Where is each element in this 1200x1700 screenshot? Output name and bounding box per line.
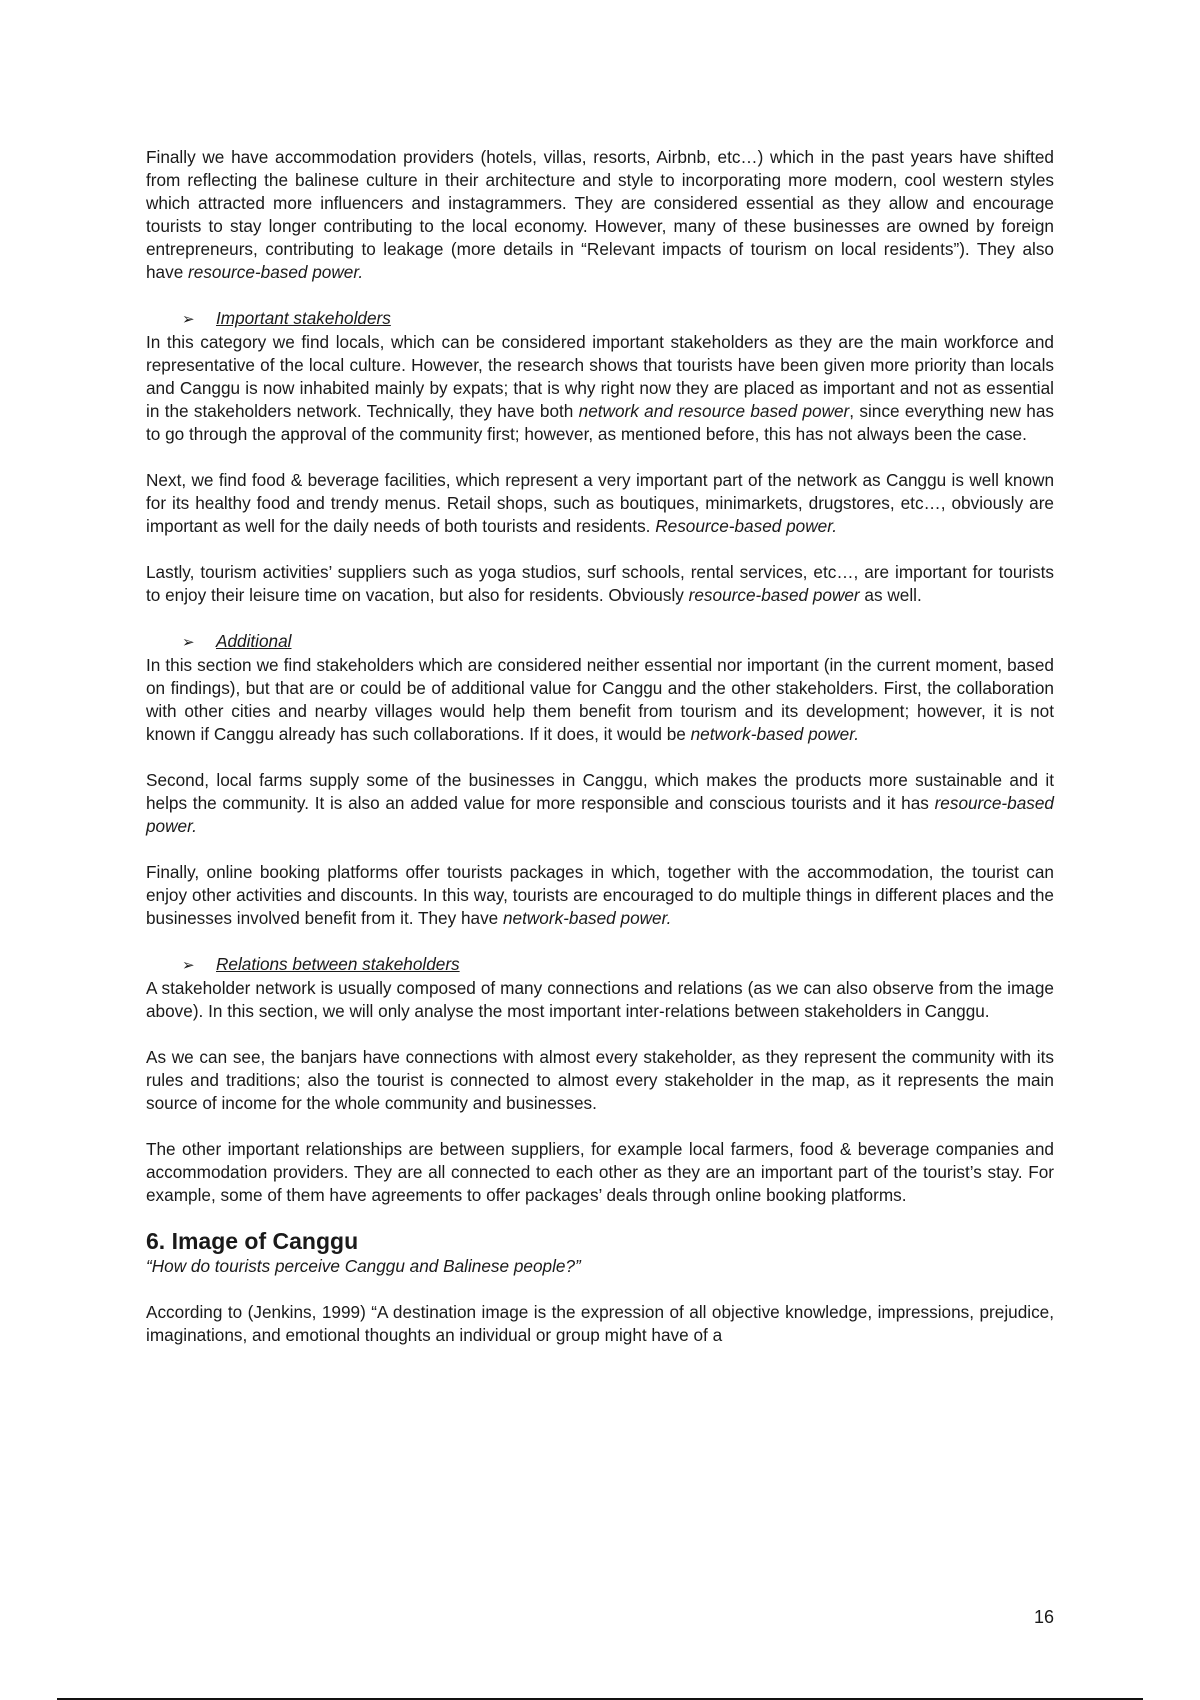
arrow-bullet-icon: ➢ [182, 311, 195, 328]
paragraph-food-beverage: Next, we find food & beverage facilities, which represent a very important part of the network as Canggu is well known for its healthy food and trendy menus. Retail shops, such as boutiques, minimarkets, drugstores, etc…, obviously are important as well for the daily needs of both tourists and residents. Resource-based power. [146, 470, 1054, 536]
paragraph-locals: In this category we find locals, which can be considered important stakeholders as they are the main workforce and representative of the local culture. However, the research shows that tourists have been given more priority than locals and Canggu is now inhabited mainly by expats; that is why right now they are placed as important and not as essential in the stakeholders network. Technically, they have both network and resource based power, since everything new has to go through the approval of the community first; however, as mentioned before, this has not always been the case. [146, 332, 1054, 444]
paragraph-activities: Lastly, tourism activities’ suppliers such as yoga studios, surf schools, rental services, etc…, are important for tourists to enjoy their leisure time on vacation, but also for residents. Obviously resource-based power as well. [146, 562, 1054, 605]
paragraph-accommodation: Finally we have accommodation providers (hotels, villas, resorts, Airbnb, etc…) which in the past years have shifted from reflecting the balinese culture in their architecture and style to incorporating more modern, cool western styles which attracted more influencers and instagrammers. They are considered essential as they allow and encourage tourists to stay longer contributing to the local economy. However, many of these businesses are owned by foreign entrepreneurs, contributing to leakage (more details in “Relevant impacts of tourism on local residents”). They also have resource-based power. [146, 147, 1054, 282]
section-title: Additional [216, 631, 292, 651]
section-title: Relations between stakeholders [216, 954, 460, 974]
arrow-bullet-icon: ➢ [182, 634, 195, 651]
section-additional [146, 630, 1054, 654]
paragraph-additional: In this section we find stakeholders which are considered neither essential nor important (in the current moment, based on findings), but that are or could be of additional value for Canggu and the other stakeholders. First, the collaboration with other cities and nearby villages would help them benefit from tourism and its development; however, it is not known if Canggu already has such collaborations. If it does, it would be network-based power. [146, 655, 1054, 744]
paragraph-booking-platforms: Finally, online booking platforms offer tourists packages in which, together with the accommodation, the tourist can enjoy other activities and discounts. In this way, tourists are encouraged to do multiple things in different places and the businesses involved benefit from it. They have network-based power. [146, 862, 1054, 928]
section-relations [146, 953, 1054, 977]
arrow-bullet-icon: ➢ [182, 957, 195, 974]
page-number: 16 [1033, 1607, 1054, 1627]
paragraph-network: A stakeholder network is usually composed of many connections and relations (as we can also observe from the image above). In this section, we will only analyse the most important inter-relations between stakeholders in Canggu. [146, 978, 1054, 1021]
paragraph-banjars: As we can see, the banjars have connections with almost every stakeholder, as they represent the community with its rules and traditions; also the tourist is connected to almost every stakeholder in the map, as it represents the main source of income for the whole community and businesses. [146, 1047, 1054, 1113]
paragraph-local-farms: Second, local farms supply some of the businesses in Canggu, which makes the products more sustainable and it helps the community. It is also an added value for more responsible and conscious tourists and it has resource-based power. [146, 770, 1054, 836]
research-question: “How do tourists perceive Canggu and Balinese people?” [146, 1256, 581, 1276]
section-important-stakeholders [146, 307, 1054, 331]
paragraph-suppliers: The other important relationships are between suppliers, for example local farmers, food & beverage companies and accommodation providers. They are all connected to each other as they are an important part of the tourist’s stay. For example, some of them have agreements to offer packages’ deals through online booking platforms. [146, 1139, 1054, 1205]
document-body [146, 146, 1054, 1370]
paragraph-destination-image: According to (Jenkins, 1999) “A destination image is the expression of all objective knowledge, impressions, prejudice, imaginations, and emotional thoughts an individual or group might have of a [146, 1302, 1054, 1345]
section-title: Important stakeholders [216, 308, 391, 328]
section-heading: 6. Image of Canggu [146, 1228, 359, 1254]
